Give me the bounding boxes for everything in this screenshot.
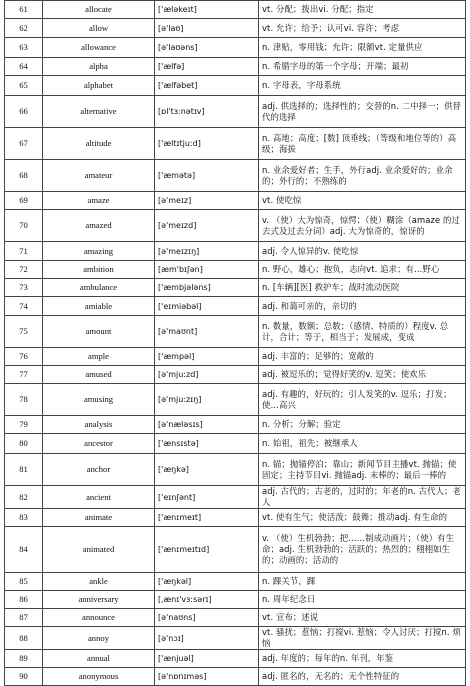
row-number: 76 xyxy=(5,348,43,366)
row-definition: adj. 被逗乐的；觉得好笑的v. 逗笑；使欢乐 xyxy=(259,366,466,384)
row-number: 72 xyxy=(5,261,43,279)
row-definition: v. （使）大为惊奇，惊愕；（使）糊涂（amaze 的过去式及过去分词）adj. 大为惊奇的，惊讶的 xyxy=(259,210,466,242)
table-row xyxy=(5,384,466,416)
vocabulary-table xyxy=(4,0,466,686)
row-word: annual xyxy=(43,650,155,668)
table-row xyxy=(5,192,466,210)
row-number: 74 xyxy=(5,297,43,316)
row-definition: n. 周年纪念日 xyxy=(259,591,466,609)
row-number: 84 xyxy=(5,527,43,573)
row-number: 83 xyxy=(5,509,43,527)
row-phonetic: [ə'laʊəns] xyxy=(155,38,259,58)
table-row xyxy=(5,527,466,573)
row-word: alphabet xyxy=(43,76,155,96)
row-number: 75 xyxy=(5,316,43,348)
row-number: 73 xyxy=(5,279,43,297)
row-phonetic: ['ænjuəl] xyxy=(155,650,259,668)
row-word: amaze xyxy=(43,192,155,210)
row-definition: adj. 和蔼可亲的，亲切的 xyxy=(259,297,466,316)
row-word: amiable xyxy=(43,297,155,316)
row-phonetic: [ə'laʊ] xyxy=(155,19,259,38)
row-phonetic: [ɒl'tɜːnətɪv] xyxy=(155,96,259,128)
row-phonetic: ['æmpəl] xyxy=(155,348,259,366)
row-phonetic: [ə'meɪzɪŋ] xyxy=(155,242,259,261)
row-word: anonymous xyxy=(43,668,155,686)
table-row xyxy=(5,348,466,366)
row-word: anchor xyxy=(43,454,155,486)
row-definition: adj. 丰富的；足够的；宽敞的 xyxy=(259,348,466,366)
row-word: analysis xyxy=(43,416,155,434)
row-word: amusing xyxy=(43,384,155,416)
row-phonetic: [ə'meɪz] xyxy=(155,192,259,210)
row-definition: adj. 年度的；每年的n. 年刊，年鉴 xyxy=(259,650,466,668)
row-phonetic: [æm'bɪʃən] xyxy=(155,261,259,279)
row-phonetic: ['æŋkə] xyxy=(155,454,259,486)
row-number: 78 xyxy=(5,384,43,416)
table-row xyxy=(5,96,466,128)
row-phonetic: ['eɪmiəbəl] xyxy=(155,297,259,316)
row-definition: v. （使）生机勃勃；把……制成动画片；（使）有生命；adj. 生机勃勃的；活跃的；热烈的；栩栩如生的；动画的；活动的 xyxy=(259,527,466,573)
row-number: 80 xyxy=(5,434,43,454)
row-definition: vt. 使有生气；使活泼；鼓舞；推动adj. 有生命的 xyxy=(259,509,466,527)
row-definition: adj. 令人惊异的v. 使吃惊 xyxy=(259,242,466,261)
table-row xyxy=(5,1,466,19)
row-phonetic: [ə'maʊnt] xyxy=(155,316,259,348)
row-number: 64 xyxy=(5,58,43,76)
table-row xyxy=(5,509,466,527)
row-phonetic: [ə'nɔɪ] xyxy=(155,627,259,650)
row-phonetic: [ə'mjuːzɪŋ] xyxy=(155,384,259,416)
vocabulary-table-body xyxy=(5,1,466,686)
row-number: 70 xyxy=(5,210,43,242)
row-word: ambition xyxy=(43,261,155,279)
row-definition: n. 业余爱好者；生手，外行adj. 业余爱好的；业余的；外行的；不熟练的 xyxy=(259,160,466,192)
row-word: allocate xyxy=(43,1,155,19)
row-number: 85 xyxy=(5,573,43,591)
row-definition: n. 字母表，字母系统 xyxy=(259,76,466,96)
row-number: 79 xyxy=(5,416,43,434)
row-phonetic: [ə'næləsɪs] xyxy=(155,416,259,434)
row-number: 88 xyxy=(5,627,43,650)
row-definition: n. 津贴，零用钱；允许；限额vt. 定量供应 xyxy=(259,38,466,58)
row-word: ambulance xyxy=(43,279,155,297)
table-row xyxy=(5,627,466,650)
table-row xyxy=(5,366,466,384)
table-row xyxy=(5,19,466,38)
row-number: 89 xyxy=(5,650,43,668)
row-word: announce xyxy=(43,609,155,627)
row-number: 65 xyxy=(5,76,43,96)
row-definition: n. 数量，数额；总数；（感情、特质的）程度v. 总计，合计；等于，相当于；发展成，变成 xyxy=(259,316,466,348)
table-row xyxy=(5,609,466,627)
table-row xyxy=(5,297,466,316)
row-definition: adj. 古代的；古老的，过时的；年老的n. 古代人；老人 xyxy=(259,486,466,509)
row-word: animate xyxy=(43,509,155,527)
row-word: alternative xyxy=(43,96,155,128)
row-definition: n. 锚；抛锚停泊；靠山；新闻节目主播vt. 抛锚；使固定；主持节目vi. 抛锚adj. 末棒的；最后一棒的 xyxy=(259,454,466,486)
row-number: 63 xyxy=(5,38,43,58)
table-row xyxy=(5,242,466,261)
table-row xyxy=(5,573,466,591)
row-definition: vt. 宣布；述说 xyxy=(259,609,466,627)
row-definition: n. 踝关节，踝 xyxy=(259,573,466,591)
row-word: allow xyxy=(43,19,155,38)
row-definition: vt. 骚扰；惹恼；打搅vi. 惹恼；令人讨厌；打搅n. 烦恼 xyxy=(259,627,466,650)
row-number: 68 xyxy=(5,160,43,192)
table-row xyxy=(5,486,466,509)
row-phonetic: ['eɪnʃənt] xyxy=(155,486,259,509)
row-phonetic: ['æmbjələns] xyxy=(155,279,259,297)
row-number: 77 xyxy=(5,366,43,384)
row-number: 61 xyxy=(5,1,43,19)
row-definition: vt. 使吃惊 xyxy=(259,192,466,210)
table-row xyxy=(5,591,466,609)
row-phonetic: [ə'meɪzd] xyxy=(155,210,259,242)
row-phonetic: [ə'nɒnɪməs] xyxy=(155,668,259,686)
row-phonetic: ['ænɪmeɪt] xyxy=(155,509,259,527)
row-definition: n. 高地；高度；[数] 顶垂线；（等级和地位等的）高级；海拔 xyxy=(259,128,466,160)
row-phonetic: ['ælfə] xyxy=(155,58,259,76)
row-word: alpha xyxy=(43,58,155,76)
row-phonetic: ['æmətə] xyxy=(155,160,259,192)
row-number: 69 xyxy=(5,192,43,210)
row-number: 86 xyxy=(5,591,43,609)
table-row xyxy=(5,160,466,192)
row-word: amazing xyxy=(43,242,155,261)
table-row xyxy=(5,668,466,686)
row-phonetic: ['ælfəbet] xyxy=(155,76,259,96)
row-phonetic: ['æŋkəl] xyxy=(155,573,259,591)
row-phonetic: ['æltɪtjuːd] xyxy=(155,128,259,160)
row-definition: n. 野心，雄心；抱负，志向vt. 追求；有…野心 xyxy=(259,261,466,279)
row-phonetic: [ə'naʊns] xyxy=(155,609,259,627)
table-row xyxy=(5,279,466,297)
table-row xyxy=(5,454,466,486)
table-row xyxy=(5,261,466,279)
row-definition: adj. 有趣的，好玩的；引人发笑的v. 逗乐；打发；使…高兴 xyxy=(259,384,466,416)
row-number: 82 xyxy=(5,486,43,509)
row-phonetic: [ˌænɪ'vɜːsərɪ] xyxy=(155,591,259,609)
row-number: 90 xyxy=(5,668,43,686)
table-row xyxy=(5,76,466,96)
row-word: amount xyxy=(43,316,155,348)
table-row xyxy=(5,58,466,76)
row-word: ample xyxy=(43,348,155,366)
row-number: 67 xyxy=(5,128,43,160)
row-word: amused xyxy=(43,366,155,384)
table-row xyxy=(5,650,466,668)
row-word: animated xyxy=(43,527,155,573)
row-number: 87 xyxy=(5,609,43,627)
row-phonetic: ['ænsɪstə] xyxy=(155,434,259,454)
row-definition: vt. 允许；给予；认可vi. 容许；考虑 xyxy=(259,19,466,38)
table-row xyxy=(5,210,466,242)
row-word: ankle xyxy=(43,573,155,591)
row-number: 62 xyxy=(5,19,43,38)
row-definition: n. 始祖，祖先；被继承人 xyxy=(259,434,466,454)
row-word: ancient xyxy=(43,486,155,509)
row-definition: n. [车辆][医] 救护车；战时流动医院 xyxy=(259,279,466,297)
row-word: annoy xyxy=(43,627,155,650)
row-number: 81 xyxy=(5,454,43,486)
row-number: 66 xyxy=(5,96,43,128)
row-word: anniversary xyxy=(43,591,155,609)
row-number: 71 xyxy=(5,242,43,261)
row-word: allowance xyxy=(43,38,155,58)
row-word: amateur xyxy=(43,160,155,192)
row-definition: vt. 分配；拨出vi. 分配；指定 xyxy=(259,1,466,19)
row-phonetic: [ə'mjuːzd] xyxy=(155,366,259,384)
table-row xyxy=(5,128,466,160)
table-row xyxy=(5,316,466,348)
row-phonetic: ['æləkeɪt] xyxy=(155,1,259,19)
row-word: altitude xyxy=(43,128,155,160)
table-row xyxy=(5,38,466,58)
row-word: ancestor xyxy=(43,434,155,454)
row-word: amazed xyxy=(43,210,155,242)
row-definition: adj. 匿名的，无名的；无个性特征的 xyxy=(259,668,466,686)
table-row xyxy=(5,434,466,454)
table-row xyxy=(5,416,466,434)
row-definition: adj. 供选择的；选择性的；交替的n. 二中择一；供替代的选择 xyxy=(259,96,466,128)
row-phonetic: ['ænɪmeɪtɪd] xyxy=(155,527,259,573)
row-definition: n. 希腊字母的第一个字母；开端；最初 xyxy=(259,58,466,76)
row-definition: n. 分析；分解；验定 xyxy=(259,416,466,434)
